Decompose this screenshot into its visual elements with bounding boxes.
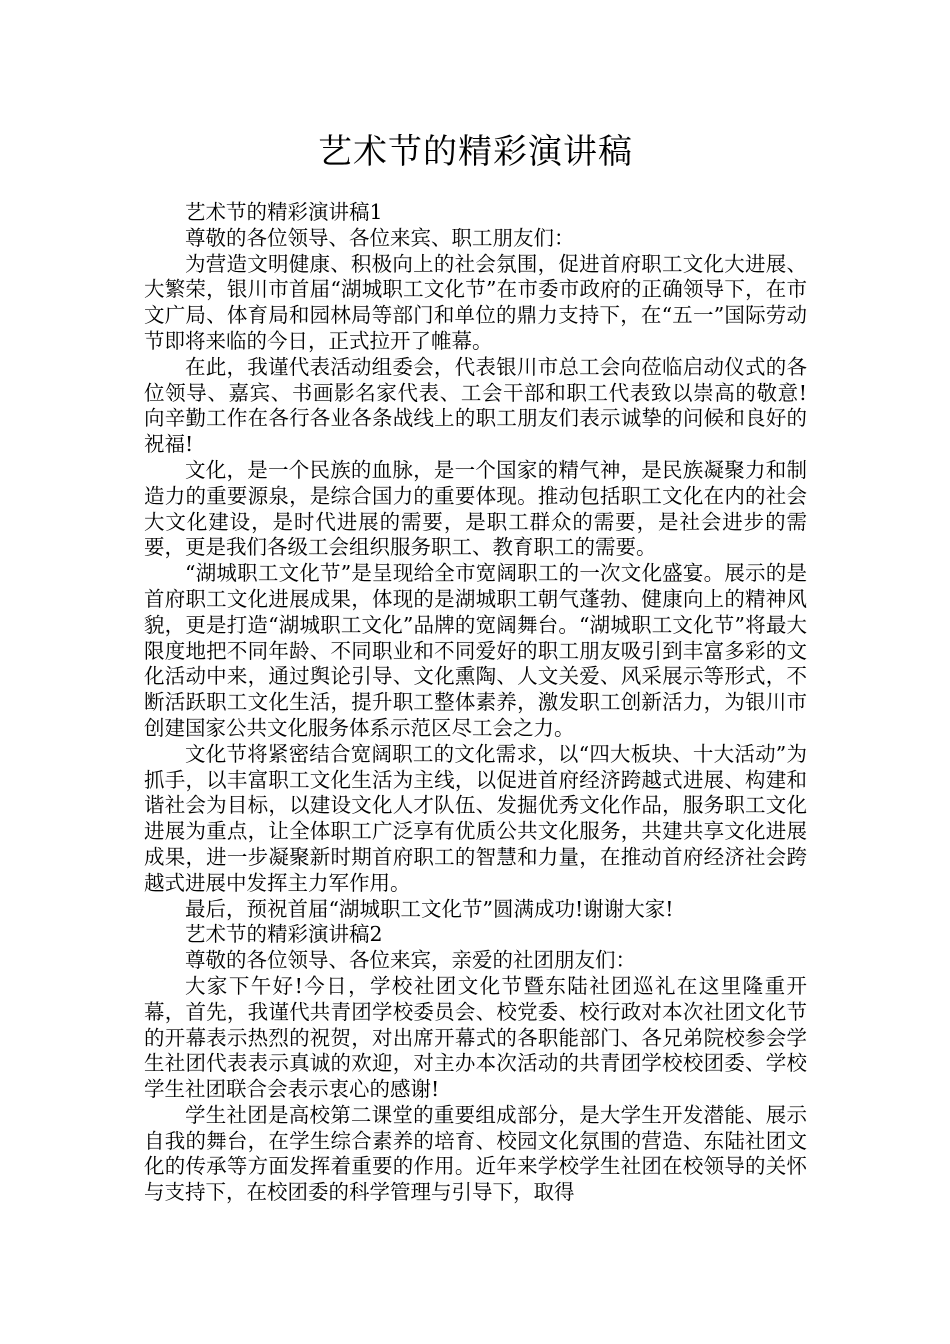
paragraph: 文化，是一个民族的血脉，是一个国家的精气神，是民族凝聚力和制造力的重要源泉，是综合国力的重要体现。推动包括职工文化在内的社会大文化建设，是时代进展的需要，是职工群众的需要，是社会进步的需要，更是我们各级工会组织服务职工、教育职工的需要。	[144, 457, 807, 560]
paragraph: 为营造文明健康、积极向上的社会氛围，促进首府职工文化大进展、大繁荣，银川市首届“湖城职工文化节”在市委市政府的正确领导下，在市文广局、体育局和园林局等部门和单位的鼎力支持下，在“五一”国际劳动节即将来临的今日，正式拉开了帷幕。	[144, 251, 807, 353]
paragraph: 大家下午好!今日，学校社团文化节暨东陆社团巡礼在这里隆重开幕，首先，我谨代共青团学校委员会、校党委、校行政对本次社团文化节的开幕表示热烈的祝贺，对出席开幕式的各职能部门、各兄弟院校参会学生社团代表表示真诚的欢迎，对主办本次活动的共青团学校校团委、学校学生社团联合会表示衷心的感谢!	[144, 973, 807, 1102]
document-title: 艺术节的精彩演讲稿	[318, 132, 633, 172]
salutation-2: 尊敬的各位领导、各位来宾，亲爱的社团朋友们：	[185, 948, 636, 973]
paragraph: “湖城职工文化节”是呈现给全市宽阔职工的一次文化盛宴。展示的是首府职工文化进展成果，体现的是湖城职工朝气蓬勃、健康向上的精神风貌，更是打造“湖城职工文化”品牌的宽阔舞台。“湖城职工文化节”将最大限度地把不同年龄、不同职业和不同爱好的职工朋友吸引到丰富多彩的文化活动中来，通过舆论引导、文化熏陶、人文关爱、风采展示等形式，不断活跃职工文化生活，提升职工整体素养，激发职工创新活力，为银川市创建国家公共文化服务体系示范区尽工会之力。	[144, 561, 807, 740]
salutation-1: 尊敬的各位领导、各位来宾、职工朋友们：	[185, 225, 575, 250]
speech-heading-2: 艺术节的精彩演讲稿2	[185, 922, 383, 947]
document-body	[144, 200, 807, 1206]
paragraph: 文化节将紧密结合宽阔职工的文化需求，以“四大板块、十大活动”为抓手，以丰富职工文化生活为主线，以促进首府经济跨越式进展、构建和谐社会为目标，以建设文化人才队伍、发掘优秀文化作品，服务职工文化进展为重点，让全体职工广泛享有优质公共文化服务，共建共享文化进展成果，进一步凝聚新时期首府职工的智慧和力量，在推动首府经济社会跨越式进展中发挥主力军作用。	[144, 741, 807, 895]
speech-heading-1: 艺术节的精彩演讲稿1	[185, 200, 383, 224]
paragraph: 在此，我谨代表活动组委会，代表银川市总工会向莅临启动仪式的各位领导、嘉宾、书画影名家代表、工会干部和职工代表致以崇高的敬意!向辛勤工作在各行各业各条战线上的职工朋友们表示诚挚的问候和良好的祝福!	[144, 354, 807, 457]
paragraph: 学生社团是高校第二课堂的重要组成部分，是大学生开发潜能、展示自我的舞台，在学生综合素养的培育、校园文化氛围的营造、东陆社团文化的传承等方面发挥着重要的作用。近年来学校学生社团在校领导的关怀与支持下，在校团委的科学管理与引导下，取得	[144, 1102, 807, 1205]
closing-line: 最后，预祝首届“湖城职工文化节”圆满成功!谢谢大家!	[185, 896, 674, 921]
